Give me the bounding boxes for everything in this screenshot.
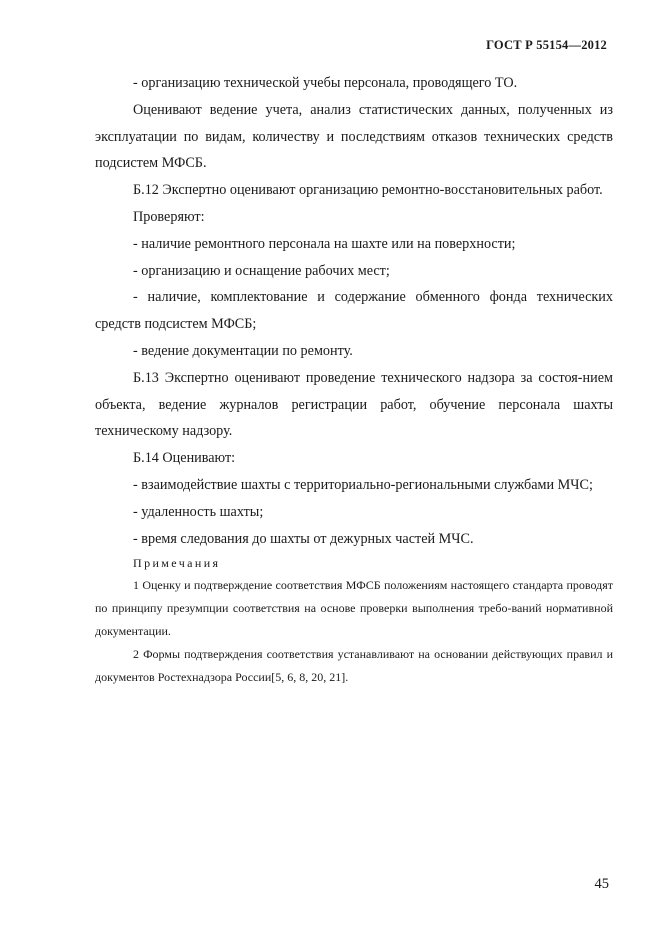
paragraph-checking: Проверяют: <box>133 208 205 225</box>
paragraph-accounting: Оценивают ведение учета, анализ статистических данных, полученных из эксплуатации по видам, количеству и последствиям отказов технических средств подсистем МФСБ. <box>95 101 613 172</box>
paragraph-b12: Б.12 Экспертно оценивают организацию ремонтно-восстановительных работ. <box>133 182 603 199</box>
paragraph-exchange-fund-item: - наличие, комплектование и содержание обменного фонда технических средств подсистем МФСБ; <box>95 289 613 333</box>
page-body <box>95 70 613 689</box>
note-2: 2 Формы подтверждения соответствия устанавливают на основании действующих правил и документов Ростехнадзора России[5, 6, 8, 20, 21]. <box>95 647 613 685</box>
paragraph-repair-staff-item: - наличие ремонтного персонала на шахте или на поверхности; <box>133 235 516 252</box>
paragraph-b13: Б.13 Экспертно оценивают проведение технического надзора за состоя-нием объекта, ведение журналов регистрации работ, обучение персонала шахты техническому надзору. <box>95 369 613 440</box>
paragraph-interaction-item: - взаимодействие шахты с территориально-региональными службами МЧС; <box>133 476 593 493</box>
document-header: ГОСТ Р 55154—2012 <box>486 38 607 52</box>
notes-title: Примечания <box>133 556 221 571</box>
paragraph-training-item: - организацию технической учебы персонала, проводящего ТО. <box>133 75 518 91</box>
paragraph-distance-item: - удаленность шахты; <box>133 503 264 520</box>
note-1: 1 Оценку и подтверждение соответствия МФСБ положениям настоящего стандарта проводят по принципу презумпции соответствия на основе проверки выполнения требо-ваний нормативной документации. <box>95 578 613 639</box>
paragraph-workplaces-item: - организацию и оснащение рабочих мест; <box>133 262 390 279</box>
paragraph-repair-docs-item: - ведение документации по ремонту. <box>133 342 353 359</box>
paragraph-b14: Б.14 Оценивают: <box>133 450 236 467</box>
paragraph-travel-time-item: - время следования до шахты от дежурных частей МЧС. <box>133 530 474 547</box>
page-number: 45 <box>594 876 609 892</box>
